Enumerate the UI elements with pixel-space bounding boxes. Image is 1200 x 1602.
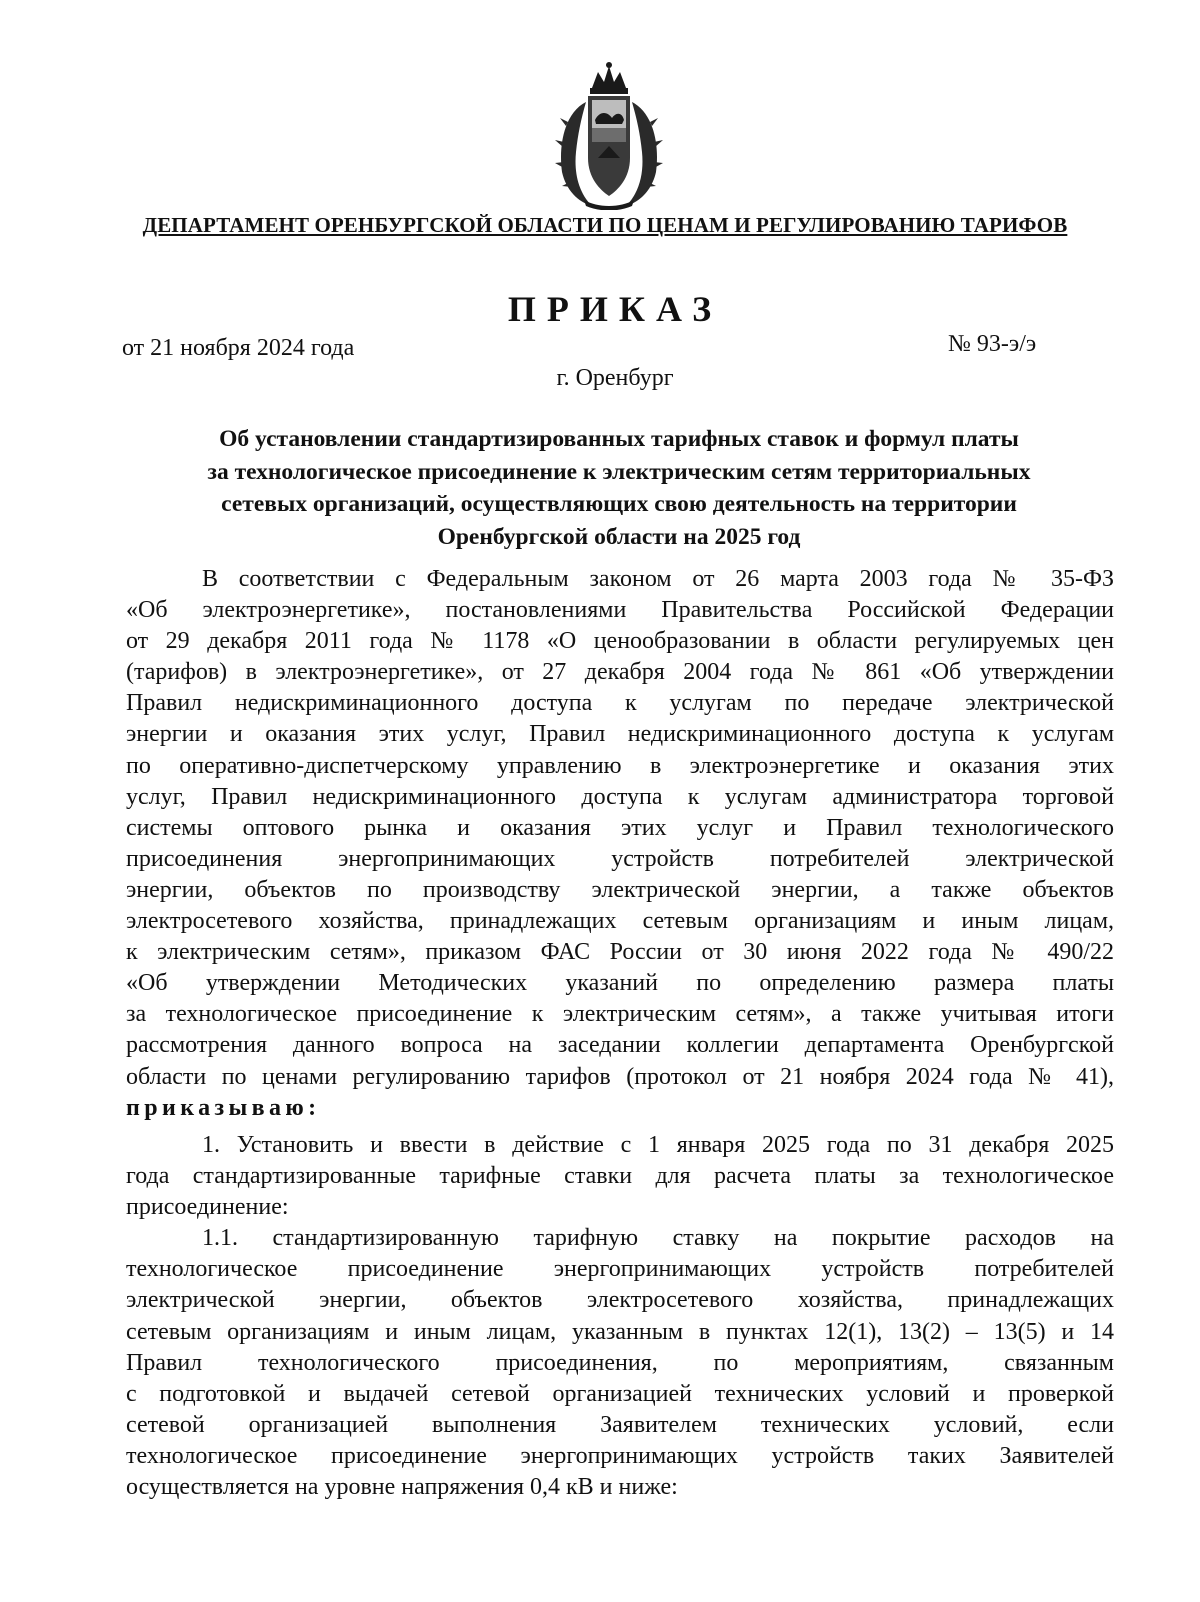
subject-line: Оренбургской области на 2025 год [437,523,801,550]
text-line: с подготовкой и выдачей сетевой организацией технических условий и проверкой [126,1380,1114,1407]
text-line: сетевым организациям и иным лицам, указанным в пунктах 12(1), 13(2) – 13(5) и 14 [126,1318,1114,1345]
text-line: присоединения энергопринимающих устройств потребителей электрической [126,845,1114,872]
text-line: от 29 декабря 2011 года № 1178 «О ценообразовании в области регулируемых цен [126,628,1114,655]
text-line: к электрическим сетям», приказом ФАС России от 30 июня 2022 года № 490/22 [126,939,1114,966]
text-line: рассмотрения данного вопроса на заседании коллегии департамента Оренбургской [126,1032,1114,1059]
text-line: года стандартизированные тарифные ставки для расчета платы за технологическое [126,1163,1114,1190]
order-number: № 93-э/э [948,331,1037,357]
text-line: по оперативно-диспетчерскому управлению в электроэнергетике и оказания этих [126,752,1114,779]
text-line: «Об электроэнергетике», постановлениями Правительства Российской Федерации [126,597,1114,624]
text-line: присоединение: [126,1194,289,1221]
text-line: 1.1. стандартизированную тарифную ставку на покрытие расходов на [202,1225,1114,1252]
order-city: г. Оренбург [556,365,674,391]
order-subject [128,423,1110,553]
text-line: технологическое присоединение энергопринимающих устройств потребителей [126,1256,1114,1283]
coat-of-arms-emblem [548,62,670,210]
order-items [126,1130,1114,1503]
text-line: В соответствии с Федеральным законом от 26 марта 2003 года № 35-ФЗ [202,566,1114,592]
text-line: системы оптового рынка и оказания этих услуг и Правил технологического [126,814,1114,841]
order-date: от 21 ноября 2024 года [122,335,355,361]
text-line: Правил технологического присоединения, по мероприятиям, связанным [126,1349,1114,1376]
text-line: (тарифов) в электроэнергетике», от 27 декабря 2004 года № 861 «Об утверждении [126,659,1114,686]
document-type-title: ПРИКАЗ [507,289,723,329]
subject-line: за технологическое присоединение к электрическим сетям территориальных [207,458,1031,485]
subject-line: Об установлении стандартизированных тарифных ставок и формул платы [219,426,1019,452]
text-line: услуг, Правил недискриминационного доступа к услугам администратора торговой [126,783,1114,810]
order-word: приказываю: [126,1094,321,1121]
text-line: энергии и оказания этих услуг, Правил недискриминационного доступа к услугам [126,721,1114,748]
text-line: за технологическое присоединение к электрическим сетям», а также учитывая итоги [126,1001,1114,1028]
text-line: электрической энергии, объектов электросетевого хозяйства, принадлежащих [126,1287,1114,1314]
preamble-paragraph [126,564,1114,1124]
text-line: 1. Установить и ввести в действие с 1 января 2025 года по 31 декабря 2025 [202,1132,1114,1158]
text-line: энергии, объектов по производству электрической энергии, а также объектов [126,876,1114,903]
department-name: ДЕПАРТАМЕНТ ОРЕНБУРГСКОЙ ОБЛАСТИ ПО ЦЕНАМ И РЕГУЛИРОВАНИЮ ТАРИФОВ [142,213,1068,237]
text-line: сетевой организацией выполнения Заявителем технических условий, если [126,1411,1114,1438]
text-line: «Об утверждении Методических указаний по определению размера платы [126,970,1114,997]
text-line: области по ценами регулированию тарифов (протокол от 21 ноября 2024 года № 41), [126,1063,1114,1090]
text-line: Правил недискриминационного доступа к услугам по передаче электрической [126,690,1114,717]
text-line: технологическое присоединение энергопринимающих устройств таких Заявителей [126,1442,1114,1469]
text-line: осуществляется на уровне напряжения 0,4 кВ и ниже: [126,1474,678,1501]
text-line: электросетевого хозяйства, принадлежащих сетевым организациям и иным лицам, [126,908,1114,935]
subject-line: сетевых организаций, осуществляющих свою деятельность на территории [221,491,1017,517]
